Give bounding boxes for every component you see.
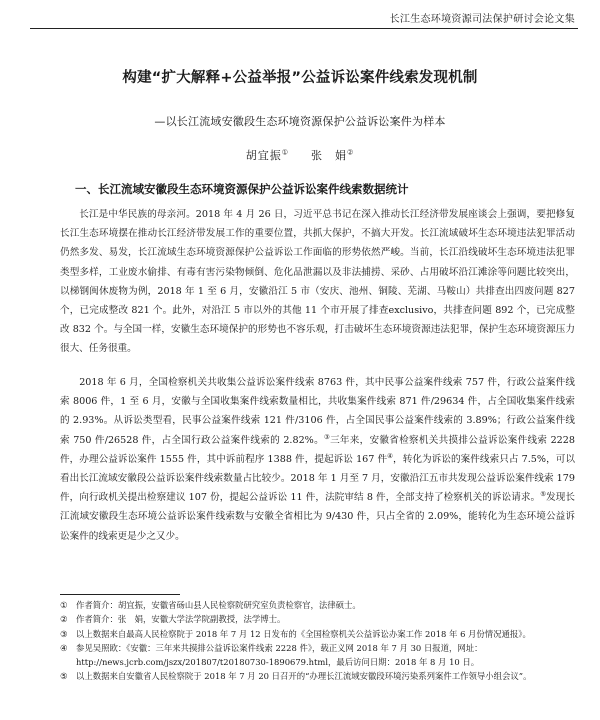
footnote-ref: ④ xyxy=(387,451,394,460)
footnote-text: 以上数据来自最高人民检察院于 2018 年 7 月 12 日发布的《全国检察机关公益诉讼办案工作 2018 年 6 月份情况通报》。 xyxy=(76,628,531,639)
footnote-text: 以上数据来自安徽省人民检察院于 2018 年 7 月 20 日召开的“办理长江流域安徽段环境污染系列案件工作领导小组会议”。 xyxy=(76,671,532,682)
author-name: 张 娟 xyxy=(311,149,347,162)
footnote-list xyxy=(60,598,575,684)
footnote xyxy=(60,612,575,626)
footnote-text: 作者简介：张 娟，安徽大学法学院副教授，法学博士。 xyxy=(76,614,286,625)
author-footnote-marker: ① xyxy=(281,148,289,157)
author-line xyxy=(0,147,600,163)
paragraph-segment: 发现长江流域安徽段生态环境公益诉讼案件线索数与安徽全省相比为 9/430 件，只占全省的 2.09%，能转化为生态环境公益诉讼案件的线索更是少之又少。 xyxy=(60,492,576,542)
footnote-separator xyxy=(60,594,180,595)
footnote-marker: ① xyxy=(60,600,68,610)
header-rule xyxy=(30,28,578,29)
footnote-text: 参见吴照欧：《安徽：三年来共摸排公益诉讼案件线索 2228 件》，载正义网 2018 年 7 月 30 日报道，网址：http://news.jcrb.com/jszx/201807/t20180730-1890679.html，最后访问日期：2018 年 8 月 10 日。 xyxy=(76,642,483,668)
body-paragraph: 长江是中华民族的母亲河。2018 年 4 月 26 日，习近平总书记在深入推动长江经济带发展座谈会上强调，要把修复长江生态环境摆在推动长江经济带发展工作的重要位置，共抓大保护，不搞大开发。长江流域破坏生态环境违法犯罪活动仍然多发、易发，长江流域生态环境资源保护公益诉讼工作面临的形势依然严峻。当前，长江沿线破坏生态环境违法犯罪类型多样，工业废水偷排、有毒有害污染物倾倒、危化品泄漏以及非法捕捞、采砂、占用破坏沿江滩涂等问题比较突出，以梯钢闽休废物为例，2018 年 1 至 6 月，安徽沿江 5 市（安庆、池州、铜陵、芜湖、马鞍山）共排查出四废问题 827 个，已完成整改 821 个。此外，对沿江 5 市以外的其他 11 个市开展了排查exclusivo，共排查问题 892 个，已完成整改 832 个。与全国一样，安徽生态环境保护的形势也不容乐观，打击破坏生态环境资源违法犯罪，保护生态环境资源压力很大、任务很重。 xyxy=(60,209,575,355)
body-paragraph xyxy=(60,373,575,546)
author-footnote-marker: ② xyxy=(347,148,355,157)
section-heading: 一、长江流域安徽段生态环境资源保护公益诉讼案件线索数据统计 xyxy=(75,182,409,196)
footnote xyxy=(60,598,575,612)
author-name: 胡宜振 xyxy=(245,149,282,162)
article-subtitle: —以长江流域安徽段生态环境资源保护公益诉讼案件为样本 xyxy=(154,115,446,128)
running-header: 长江生态环境资源司法保护研讨会论文集 xyxy=(389,14,575,25)
footnote-ref: ⑤ xyxy=(540,490,547,499)
article-title: 构建“扩大解释+公益举报”公益诉讼案件线索发现机制 xyxy=(122,70,478,86)
footnote xyxy=(60,627,575,641)
footnote-ref: ③ xyxy=(323,432,331,441)
paragraph-segment: 三年来，安徽省检察机关共摸排公益诉讼案件线索 2228 件，办理公益诉讼案件 1555 件，其中诉前程序 1388 件，提起诉讼 167 件 xyxy=(60,434,575,465)
paragraph-segment: ，转化为诉讼的案件线索只占 7.5%，可以看出长江流域安徽段公益诉讼案件线索数量占比较少。2018 年 1 月至 7 月，安徽沿江五市共发现公益诉讼案件线索 179 件，向行政机关提出检察建议 107 份，提起公益诉讼 11 件，法院审结 8 件，全部支持了检察机关的诉讼请求。 xyxy=(60,453,575,504)
footnote xyxy=(60,669,575,683)
footnote-marker: ④ xyxy=(60,642,68,653)
footnote xyxy=(60,641,575,670)
footnote-marker: ⑤ xyxy=(60,671,68,682)
footnote-marker: ② xyxy=(60,614,68,625)
footnote-marker: ③ xyxy=(60,628,68,639)
footnote-text: 作者简介：胡宜振，安徽省砀山县人民检察院研究室负责检察官，法律硕士。 xyxy=(76,600,361,610)
paragraph-segment: 2018 年 6 月，全国检察机关共收集公益诉讼案件线索 8763 件，其中民事公益案件线索 757 件，行政公益案件线索 8006 件，1 至 6 月，安徽与全国收集案件线索数量相比，共收集案件线索 871 件/29634 件，占全国收集案件线索的 2.93%。从诉讼类型看，民事公益案件线索 121 件/3106 件，占全国民事公益案件线索的 3.89%；行政公益案件线索 750 件/26528 件，占全国行政公益案件线索的 2.82%。 xyxy=(60,377,575,446)
